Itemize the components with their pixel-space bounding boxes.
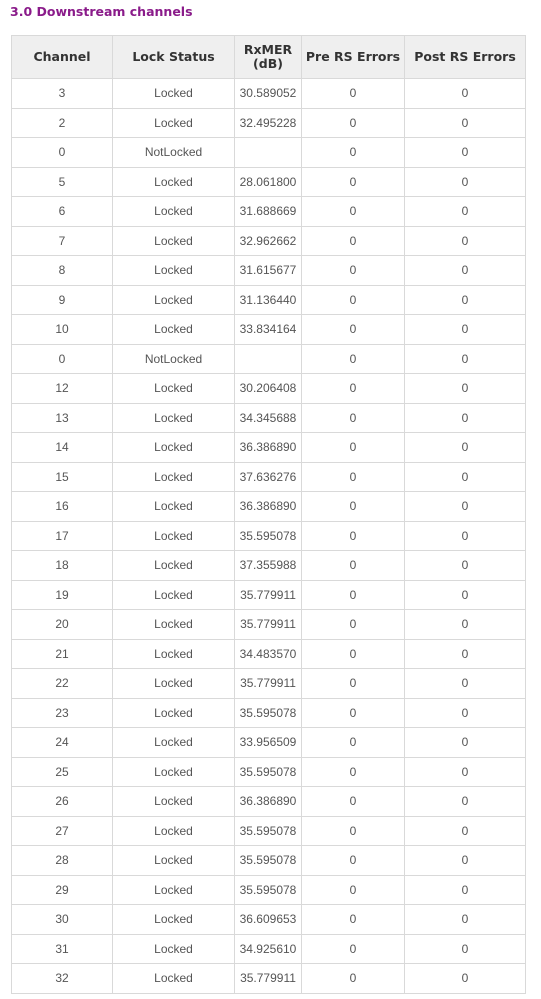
cell-post-rs-errors: 0 <box>405 964 526 994</box>
cell-pre-rs-errors: 0 <box>302 551 405 581</box>
cell-lock-status: Locked <box>113 433 235 463</box>
table-row <box>12 580 526 610</box>
cell-lock-status: Locked <box>113 521 235 551</box>
cell-post-rs-errors: 0 <box>405 669 526 699</box>
table-row <box>12 698 526 728</box>
cell-lock-status: Locked <box>113 167 235 197</box>
cell-pre-rs-errors: 0 <box>302 757 405 787</box>
table-row <box>12 521 526 551</box>
cell-lock-status: Locked <box>113 79 235 109</box>
section-title: 3.0 Downstream channels <box>10 4 193 19</box>
table-row <box>12 138 526 168</box>
cell-channel: 31 <box>12 934 113 964</box>
cell-rxmer: 35.779911 <box>235 580 302 610</box>
cell-channel: 18 <box>12 551 113 581</box>
cell-post-rs-errors: 0 <box>405 138 526 168</box>
cell-rxmer: 36.386890 <box>235 433 302 463</box>
cell-channel: 19 <box>12 580 113 610</box>
cell-rxmer: 34.925610 <box>235 934 302 964</box>
cell-post-rs-errors: 0 <box>405 256 526 286</box>
cell-pre-rs-errors: 0 <box>302 433 405 463</box>
cell-post-rs-errors: 0 <box>405 610 526 640</box>
cell-channel: 5 <box>12 167 113 197</box>
cell-lock-status: Locked <box>113 875 235 905</box>
cell-channel: 20 <box>12 610 113 640</box>
cell-post-rs-errors: 0 <box>405 108 526 138</box>
cell-channel: 28 <box>12 846 113 876</box>
cell-rxmer: 28.061800 <box>235 167 302 197</box>
cell-channel: 10 <box>12 315 113 345</box>
cell-pre-rs-errors: 0 <box>302 846 405 876</box>
cell-post-rs-errors: 0 <box>405 639 526 669</box>
table-body <box>12 79 526 994</box>
cell-pre-rs-errors: 0 <box>302 580 405 610</box>
cell-channel: 0 <box>12 344 113 374</box>
cell-post-rs-errors: 0 <box>405 79 526 109</box>
cell-lock-status: Locked <box>113 905 235 935</box>
cell-channel: 30 <box>12 905 113 935</box>
cell-pre-rs-errors: 0 <box>302 197 405 227</box>
table-row <box>12 934 526 964</box>
cell-lock-status: Locked <box>113 639 235 669</box>
cell-post-rs-errors: 0 <box>405 167 526 197</box>
cell-channel: 16 <box>12 492 113 522</box>
cell-pre-rs-errors: 0 <box>302 167 405 197</box>
cell-post-rs-errors: 0 <box>405 698 526 728</box>
cell-rxmer: 31.615677 <box>235 256 302 286</box>
table-row <box>12 551 526 581</box>
cell-channel: 22 <box>12 669 113 699</box>
cell-post-rs-errors: 0 <box>405 551 526 581</box>
cell-rxmer: 30.206408 <box>235 374 302 404</box>
table-row <box>12 108 526 138</box>
cell-post-rs-errors: 0 <box>405 816 526 846</box>
cell-post-rs-errors: 0 <box>405 875 526 905</box>
table-row <box>12 610 526 640</box>
cell-post-rs-errors: 0 <box>405 905 526 935</box>
cell-post-rs-errors: 0 <box>405 757 526 787</box>
cell-channel: 14 <box>12 433 113 463</box>
cell-post-rs-errors: 0 <box>405 580 526 610</box>
cell-rxmer: 32.495228 <box>235 108 302 138</box>
table-row <box>12 639 526 669</box>
cell-post-rs-errors: 0 <box>405 462 526 492</box>
cell-rxmer: 35.779911 <box>235 964 302 994</box>
table-row <box>12 167 526 197</box>
cell-channel: 26 <box>12 787 113 817</box>
cell-channel: 25 <box>12 757 113 787</box>
cell-post-rs-errors: 0 <box>405 374 526 404</box>
table-row <box>12 433 526 463</box>
cell-pre-rs-errors: 0 <box>302 403 405 433</box>
cell-channel: 9 <box>12 285 113 315</box>
cell-rxmer: 35.595078 <box>235 698 302 728</box>
cell-pre-rs-errors: 0 <box>302 374 405 404</box>
table-row <box>12 757 526 787</box>
cell-channel: 13 <box>12 403 113 433</box>
cell-channel: 6 <box>12 197 113 227</box>
cell-lock-status: Locked <box>113 669 235 699</box>
table-header <box>12 36 526 79</box>
table-row <box>12 846 526 876</box>
table-row <box>12 669 526 699</box>
cell-pre-rs-errors: 0 <box>302 610 405 640</box>
cell-channel: 17 <box>12 521 113 551</box>
cell-lock-status: Locked <box>113 462 235 492</box>
cell-post-rs-errors: 0 <box>405 728 526 758</box>
cell-rxmer: 35.595078 <box>235 846 302 876</box>
table-row <box>12 79 526 109</box>
cell-post-rs-errors: 0 <box>405 433 526 463</box>
cell-pre-rs-errors: 0 <box>302 787 405 817</box>
cell-lock-status: Locked <box>113 580 235 610</box>
table-row <box>12 344 526 374</box>
table-row <box>12 315 526 345</box>
cell-channel: 24 <box>12 728 113 758</box>
cell-channel: 15 <box>12 462 113 492</box>
cell-lock-status: Locked <box>113 964 235 994</box>
cell-lock-status: NotLocked <box>113 344 235 374</box>
cell-pre-rs-errors: 0 <box>302 285 405 315</box>
cell-rxmer: 31.136440 <box>235 285 302 315</box>
table-row <box>12 197 526 227</box>
cell-channel: 7 <box>12 226 113 256</box>
cell-lock-status: Locked <box>113 846 235 876</box>
cell-lock-status: Locked <box>113 226 235 256</box>
cell-rxmer: 36.386890 <box>235 787 302 817</box>
table-row <box>12 462 526 492</box>
cell-lock-status: Locked <box>113 315 235 345</box>
cell-pre-rs-errors: 0 <box>302 875 405 905</box>
cell-lock-status: Locked <box>113 285 235 315</box>
table-row <box>12 875 526 905</box>
table-row <box>12 492 526 522</box>
cell-lock-status: Locked <box>113 492 235 522</box>
downstream-channels-table <box>11 35 526 994</box>
table-row <box>12 256 526 286</box>
cell-rxmer: 32.962662 <box>235 226 302 256</box>
cell-pre-rs-errors: 0 <box>302 492 405 522</box>
cell-post-rs-errors: 0 <box>405 285 526 315</box>
cell-pre-rs-errors: 0 <box>302 669 405 699</box>
table-row <box>12 374 526 404</box>
cell-rxmer: 35.779911 <box>235 669 302 699</box>
header-pre-rs-errors: Pre RS Errors <box>302 36 405 79</box>
cell-pre-rs-errors: 0 <box>302 344 405 374</box>
cell-pre-rs-errors: 0 <box>302 108 405 138</box>
cell-post-rs-errors: 0 <box>405 846 526 876</box>
cell-post-rs-errors: 0 <box>405 315 526 345</box>
cell-rxmer: 35.595078 <box>235 521 302 551</box>
cell-pre-rs-errors: 0 <box>302 639 405 669</box>
cell-channel: 0 <box>12 138 113 168</box>
cell-pre-rs-errors: 0 <box>302 728 405 758</box>
cell-rxmer: 34.483570 <box>235 639 302 669</box>
cell-pre-rs-errors: 0 <box>302 79 405 109</box>
cell-pre-rs-errors: 0 <box>302 226 405 256</box>
cell-lock-status: Locked <box>113 610 235 640</box>
cell-post-rs-errors: 0 <box>405 521 526 551</box>
cell-channel: 32 <box>12 964 113 994</box>
cell-lock-status: NotLocked <box>113 138 235 168</box>
cell-rxmer: 35.779911 <box>235 610 302 640</box>
cell-rxmer <box>235 344 302 374</box>
cell-pre-rs-errors: 0 <box>302 138 405 168</box>
cell-rxmer: 35.595078 <box>235 816 302 846</box>
cell-rxmer: 33.956509 <box>235 728 302 758</box>
cell-pre-rs-errors: 0 <box>302 462 405 492</box>
cell-channel: 8 <box>12 256 113 286</box>
cell-rxmer: 35.595078 <box>235 757 302 787</box>
header-lock-status: Lock Status <box>113 36 235 79</box>
cell-rxmer: 36.609653 <box>235 905 302 935</box>
cell-lock-status: Locked <box>113 108 235 138</box>
cell-pre-rs-errors: 0 <box>302 698 405 728</box>
cell-rxmer: 36.386890 <box>235 492 302 522</box>
cell-pre-rs-errors: 0 <box>302 964 405 994</box>
cell-pre-rs-errors: 0 <box>302 521 405 551</box>
cell-post-rs-errors: 0 <box>405 934 526 964</box>
table-row <box>12 905 526 935</box>
cell-rxmer: 31.688669 <box>235 197 302 227</box>
cell-post-rs-errors: 0 <box>405 492 526 522</box>
cell-lock-status: Locked <box>113 403 235 433</box>
cell-lock-status: Locked <box>113 698 235 728</box>
cell-post-rs-errors: 0 <box>405 344 526 374</box>
table-row <box>12 816 526 846</box>
cell-rxmer: 37.636276 <box>235 462 302 492</box>
cell-lock-status: Locked <box>113 256 235 286</box>
cell-lock-status: Locked <box>113 934 235 964</box>
cell-channel: 21 <box>12 639 113 669</box>
cell-rxmer: 30.589052 <box>235 79 302 109</box>
cell-channel: 29 <box>12 875 113 905</box>
table-row <box>12 787 526 817</box>
cell-post-rs-errors: 0 <box>405 787 526 817</box>
table-row <box>12 728 526 758</box>
cell-lock-status: Locked <box>113 816 235 846</box>
cell-lock-status: Locked <box>113 728 235 758</box>
cell-channel: 3 <box>12 79 113 109</box>
cell-channel: 27 <box>12 816 113 846</box>
header-row <box>12 36 526 79</box>
cell-pre-rs-errors: 0 <box>302 905 405 935</box>
cell-lock-status: Locked <box>113 757 235 787</box>
cell-post-rs-errors: 0 <box>405 197 526 227</box>
header-post-rs-errors: Post RS Errors <box>405 36 526 79</box>
cell-pre-rs-errors: 0 <box>302 934 405 964</box>
cell-channel: 2 <box>12 108 113 138</box>
cell-channel: 12 <box>12 374 113 404</box>
cell-lock-status: Locked <box>113 374 235 404</box>
table-row <box>12 285 526 315</box>
cell-post-rs-errors: 0 <box>405 403 526 433</box>
cell-lock-status: Locked <box>113 787 235 817</box>
cell-lock-status: Locked <box>113 551 235 581</box>
cell-rxmer: 34.345688 <box>235 403 302 433</box>
cell-rxmer: 37.355988 <box>235 551 302 581</box>
cell-rxmer <box>235 138 302 168</box>
cell-post-rs-errors: 0 <box>405 226 526 256</box>
table-row <box>12 226 526 256</box>
cell-pre-rs-errors: 0 <box>302 315 405 345</box>
cell-rxmer: 35.595078 <box>235 875 302 905</box>
cell-pre-rs-errors: 0 <box>302 816 405 846</box>
table-row <box>12 964 526 994</box>
cell-lock-status: Locked <box>113 197 235 227</box>
cell-rxmer: 33.834164 <box>235 315 302 345</box>
table-row <box>12 403 526 433</box>
cell-pre-rs-errors: 0 <box>302 256 405 286</box>
header-channel: Channel <box>12 36 113 79</box>
header-rxmer: RxMER (dB) <box>235 36 302 79</box>
cell-channel: 23 <box>12 698 113 728</box>
